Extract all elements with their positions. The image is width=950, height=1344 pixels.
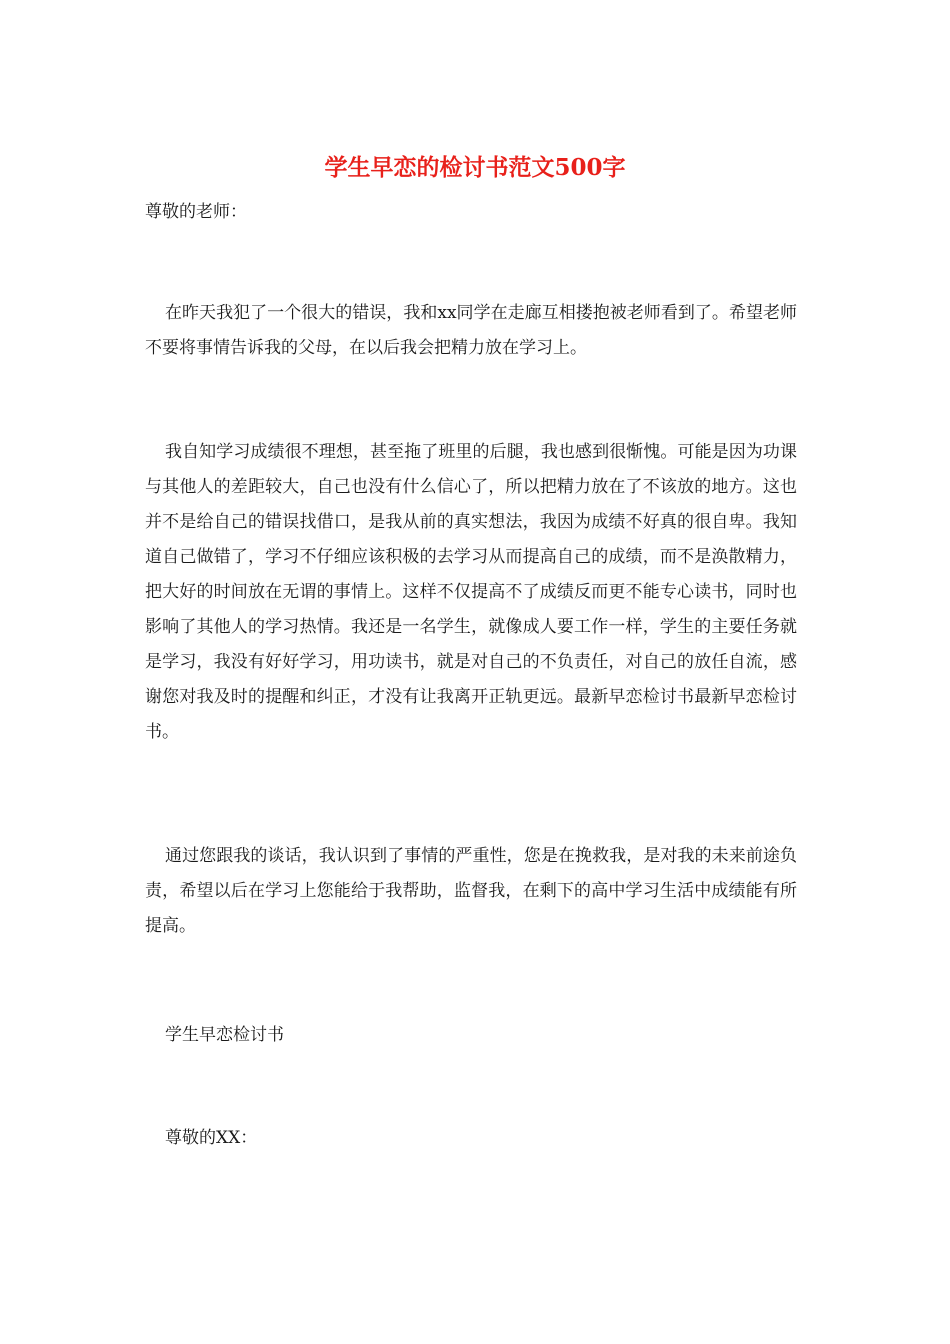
paragraph-1: 在昨天我犯了一个很大的错误，我和xx同学在走廊互相搂抱被老师看到了。希望老师不要将事情告诉我的父母，在以后我会把精力放在学习上。: [145, 303, 797, 358]
sub-salutation: 尊敬的XX：: [165, 1128, 258, 1148]
paragraph-2: 我自知学习成绩很不理想，甚至拖了班里的后腿，我也感到很惭愧。可能是因为功课与其他人的差距较大，自己也没有什么信心了，所以把精力放在了不该放的地方。这也并不是给自己的错误找借口，是我从前的真实想法，我因为成绩不好真的很自卑。我知道自己做错了，学习不仔细应该积极的去学习从而提高自己的成绩，而不是涣散精力，把大好的时间放在无谓的事情上。这样不仅提高不了成绩反而更不能专心读书，同时也影响了其他人的学习热情。我还是一名学生，就像成人要工作一样，学生的主要任务就是学习，我没有好好学习，用功读书，就是对自己的不负责任，对自己的放任自流，感谢您对我及时的提醒和纠正，才没有让我离开正轨更远。最新早恋检讨书最新早恋检讨书。: [145, 442, 797, 742]
document-title: 学生早恋的检讨书范文500字: [324, 154, 626, 181]
salutation: 尊敬的老师：: [145, 202, 247, 222]
sub-title: 学生早恋检讨书: [165, 1025, 284, 1045]
paragraph-3: 通过您跟我的谈话，我认识到了事情的严重性，您是在挽救我，是对我的未来前途负责，希望以后在学习上您能给于我帮助，监督我，在剩下的高中学习生活中成绩能有所提高。: [145, 846, 797, 936]
